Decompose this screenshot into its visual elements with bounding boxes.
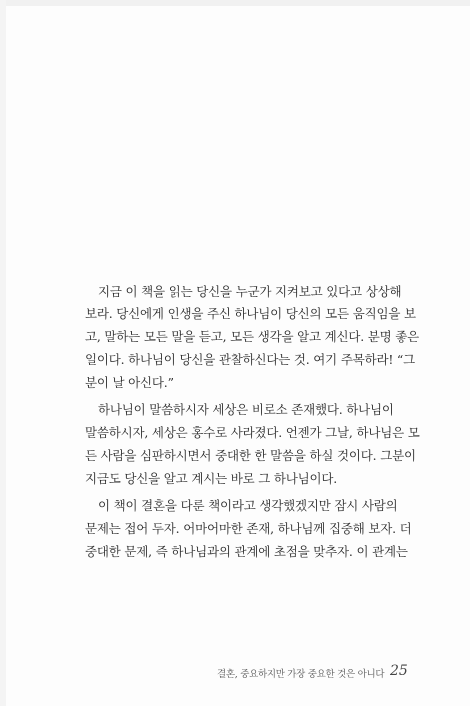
paragraph-3-line-1: 이 책이 결혼을 다룬 책이라고 생각했겠지만 잠시 사람의 — [98, 498, 398, 513]
paragraph-1-line-3: 고, 말하는 모든 말을 듣고, 모든 생각을 알고 계신다. 분명 좋은 — [85, 329, 420, 344]
paragraph-1-line-1: 지금 이 책을 읽는 당신을 누군가 지켜보고 있다고 상상해 — [98, 284, 402, 299]
page-shadow-top — [0, 0, 470, 6]
paragraph-1-line-4: 일이다. 하나님이 당신을 관찰하신다는 것. 여기 주목하라! “그 — [85, 352, 415, 367]
page-footer — [0, 663, 470, 683]
paragraph-1-line-2: 보라. 당신에게 인생을 주신 하나님이 당신의 모든 움직임을 보 — [85, 306, 416, 321]
paragraph-2-line-4: 지금도 당신을 알고 계시는 바로 그 하나님이다. — [85, 471, 338, 486]
paragraph-1-line-5: 분이 날 아신다.” — [85, 375, 174, 390]
paragraph-3-line-2: 문제는 접어 두자. 어마어마한 존재, 하나님께 집중해 보자. 더 — [85, 521, 412, 536]
page-number: 25 — [390, 663, 408, 679]
page-shadow-left — [0, 0, 6, 706]
paragraph-2-line-1: 하나님이 말씀하시자 세상은 비로소 존재했다. 하나님이 — [98, 402, 394, 417]
paragraph-3-line-3: 중대한 문제, 즉 하나님과의 관계에 초점을 맞추자. 이 관계는 — [85, 544, 408, 559]
paragraph-2-line-2: 말씀하시자, 세상은 홍수로 사라졌다. 언젠가 그날, 하나님은 모 — [85, 425, 420, 440]
running-title: 결혼, 중요하지만 가장 중요한 것은 아니다 — [217, 669, 385, 680]
paragraph-2-line-3: 든 사람을 심판하시면서 중대한 한 말씀을 하실 것이다. 그분이 — [85, 448, 416, 463]
